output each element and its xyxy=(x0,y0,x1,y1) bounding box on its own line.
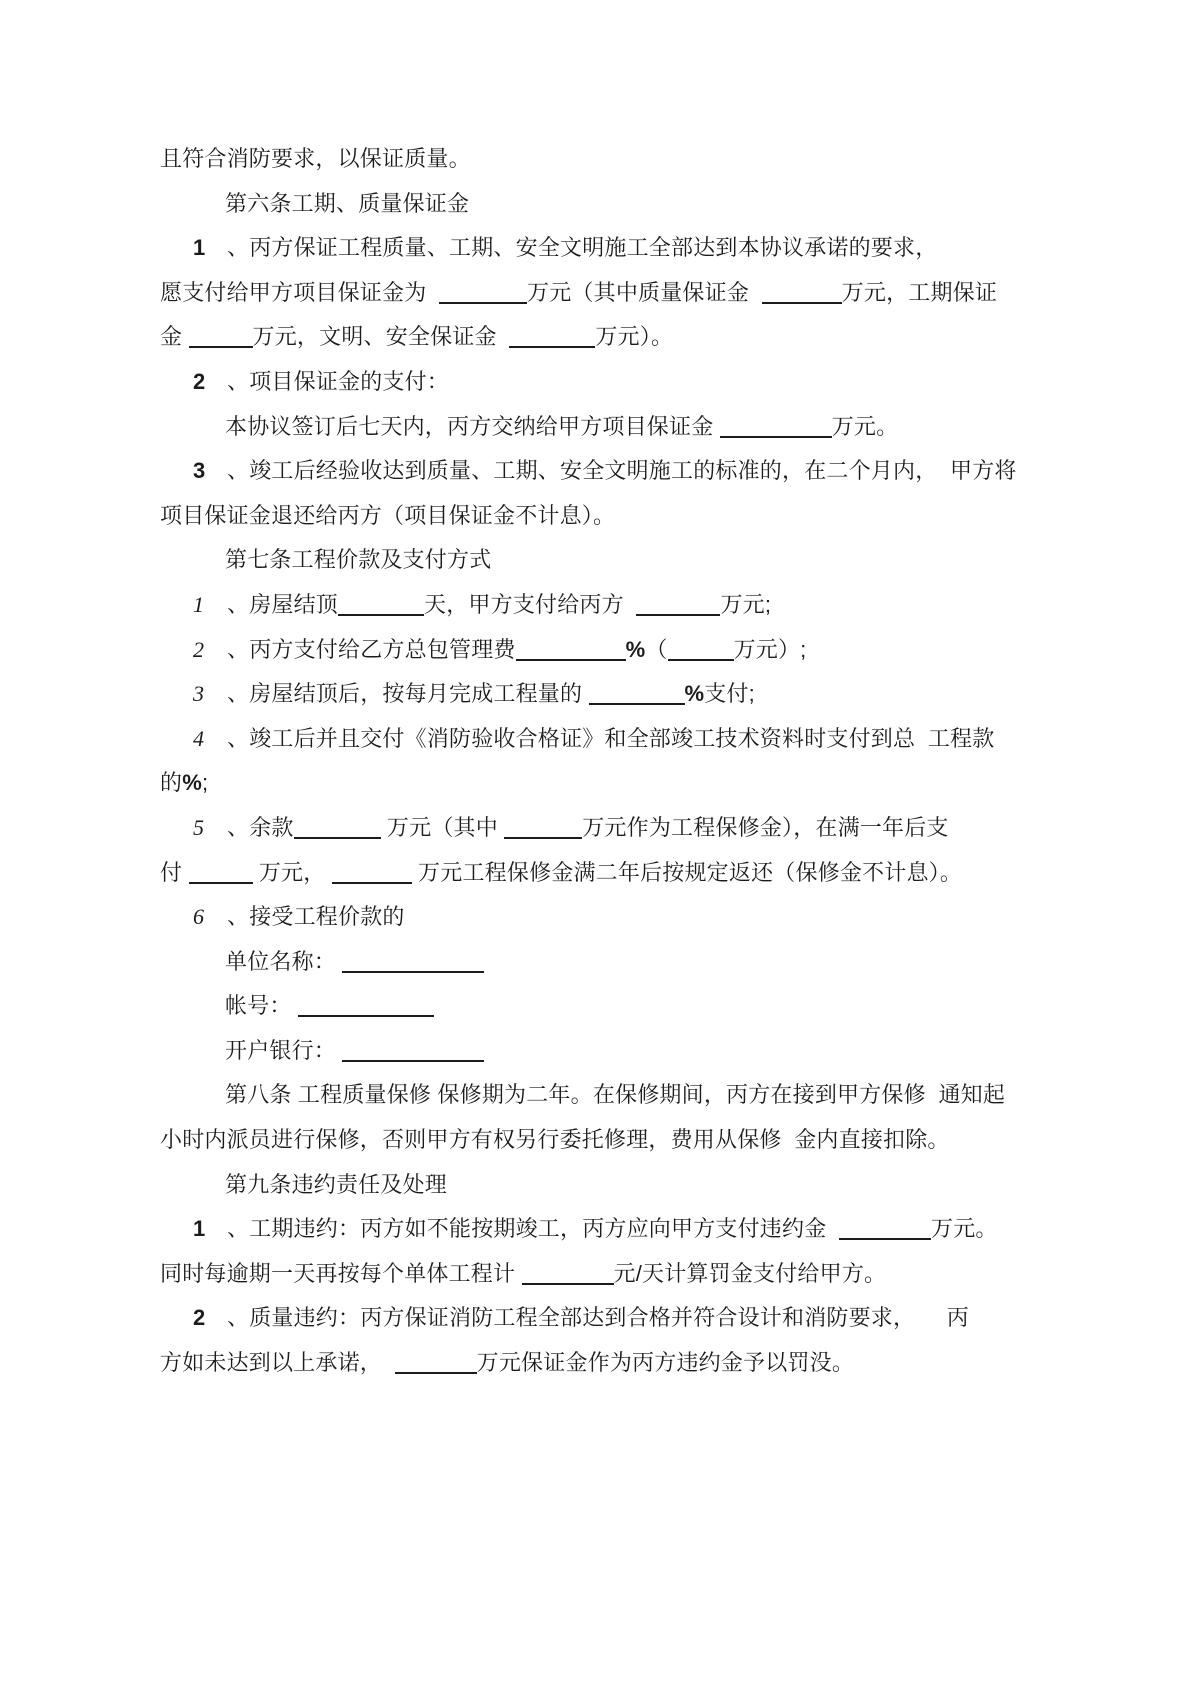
blank-field xyxy=(342,949,484,973)
text-segment: 本协议签订后七天内，丙方交纳给甲方项目保证金 xyxy=(225,413,720,439)
text-line xyxy=(160,1163,1060,1208)
text-segment: 万元，文明、安全保证金 xyxy=(252,324,510,350)
text-line xyxy=(160,1073,1060,1118)
blank-field xyxy=(332,860,412,884)
text-line xyxy=(160,895,1060,940)
text-segment: 万元保证金作为丙方违约金予以罚没。 xyxy=(476,1350,855,1376)
text-segment: 万元，工期保证 xyxy=(841,279,998,305)
text-segment: 付 xyxy=(160,859,189,885)
text-line xyxy=(160,717,1060,762)
text-line xyxy=(160,761,1060,806)
text-segment: 万元。 xyxy=(931,1216,998,1242)
text-segment: % xyxy=(625,636,646,662)
text-segment: （ xyxy=(645,636,668,662)
text-segment: 、质量违约：丙方保证消防工程全部达到合格并符合设计和消防要求， 丙 xyxy=(227,1305,969,1331)
item-number: 1 xyxy=(193,591,205,617)
text-line xyxy=(160,271,1060,316)
blank-field xyxy=(395,1350,477,1374)
text-segment: 万元）; xyxy=(733,636,807,662)
blank-field xyxy=(342,1038,484,1062)
text-segment: 第六条工期、质量保证金 xyxy=(225,190,470,216)
item-number: 3 xyxy=(193,681,205,707)
text-line xyxy=(160,984,1060,1029)
text-segment: 万元（其中 xyxy=(380,814,505,840)
text-segment: 同时每逾期一天再按每个单体工程计 xyxy=(160,1260,522,1286)
blank-field xyxy=(668,637,734,661)
text-segment: 愿支付给甲方项目保证金为 xyxy=(160,279,440,305)
item-number: 2 xyxy=(193,368,206,394)
item-number: 4 xyxy=(193,725,205,751)
text-segment: 、房屋结顶 xyxy=(227,591,339,617)
text-line xyxy=(160,1118,1060,1163)
text-segment: 、丙方支付给乙方总包管理费 xyxy=(227,636,516,662)
text-segment: 、竣工后并且交付《消防验收合格证》和全部竣工技术资料时支付到总 工程款 xyxy=(227,725,995,751)
text-segment: 、丙方保证工程质量、工期、安全文明施工全部达到本协议承诺的要求， xyxy=(227,235,938,261)
blank-field xyxy=(516,637,626,661)
item-number: 2 xyxy=(193,1305,206,1331)
text-segment: 项目保证金退还给丙方（项目保证金不计息）。 xyxy=(160,502,616,528)
item-number: 2 xyxy=(193,636,205,662)
text-segment: 帐号： xyxy=(225,993,298,1019)
text-segment: 万元。 xyxy=(831,413,899,439)
text-line xyxy=(160,628,1060,673)
item-number: 1 xyxy=(193,235,206,261)
text-line xyxy=(160,315,1060,360)
item-number: 5 xyxy=(193,814,205,840)
text-line xyxy=(160,182,1060,227)
blank-field xyxy=(189,324,253,348)
item-number: 1 xyxy=(193,1216,206,1242)
text-segment: 万元， xyxy=(252,859,332,885)
text-segment: 第八条 工程质量保修 保修期为二年。在保修期间，丙方在接到甲方保修 通知起 xyxy=(225,1082,1006,1108)
text-line xyxy=(160,538,1060,583)
item-number: 3 xyxy=(193,458,206,484)
blank-field xyxy=(338,592,424,616)
blank-field xyxy=(720,414,832,438)
blank-field xyxy=(298,993,434,1017)
blank-field xyxy=(294,815,381,839)
blank-field xyxy=(189,860,253,884)
text-line xyxy=(160,1296,1060,1341)
blank-field xyxy=(522,1261,614,1285)
blank-field xyxy=(762,280,842,304)
text-line xyxy=(160,806,1060,851)
text-segment: % xyxy=(684,681,705,707)
blank-field xyxy=(504,815,582,839)
text-line xyxy=(160,1341,1060,1386)
blank-field xyxy=(589,681,685,705)
item-number: 6 xyxy=(193,904,205,930)
text-segment: 元/天计算罚金支付给甲方。 xyxy=(613,1260,887,1286)
text-segment: 单位名称： xyxy=(225,948,343,974)
text-segment: 万元; xyxy=(720,591,772,617)
text-segment: % xyxy=(182,770,202,796)
text-segment: ; xyxy=(201,770,209,796)
text-segment: 万元）。 xyxy=(595,324,674,350)
blank-field xyxy=(839,1216,931,1240)
text-segment: 天，甲方支付给丙方 xyxy=(424,591,637,617)
text-line xyxy=(160,1252,1060,1297)
text-segment: 金 xyxy=(160,324,189,350)
text-segment: 、工期违约：丙方如不能按期竣工，丙方应向甲方支付违约金 xyxy=(227,1216,840,1242)
text-line xyxy=(160,494,1060,539)
text-line xyxy=(160,226,1060,271)
text-line xyxy=(160,1207,1060,1252)
blank-field xyxy=(636,592,720,616)
text-segment: 方如未达到以上承诺， xyxy=(160,1350,395,1376)
text-line xyxy=(160,583,1060,628)
text-line xyxy=(160,360,1060,405)
text-segment: 万元作为工程保修金），在满一年后支 xyxy=(582,814,949,840)
blank-field xyxy=(439,280,527,304)
text-segment: 第七条工程价款及支付方式 xyxy=(225,547,492,573)
text-line xyxy=(160,672,1060,717)
document-page xyxy=(160,137,1060,1386)
text-line xyxy=(160,940,1060,985)
blank-field xyxy=(509,324,595,348)
text-segment: 开户银行： xyxy=(225,1037,343,1063)
text-segment: 的 xyxy=(160,770,183,796)
text-segment: 万元（其中质量保证金 xyxy=(527,279,762,305)
text-segment: 支付; xyxy=(704,681,755,707)
text-segment: 且符合消防要求，以保证质量。 xyxy=(160,146,471,171)
text-line xyxy=(160,449,1060,494)
text-segment: 第九条违约责任及处理 xyxy=(225,1171,448,1197)
text-segment: 、房屋结顶后，按每月完成工程量的 xyxy=(227,681,589,707)
text-line xyxy=(160,1029,1060,1074)
text-segment: 小时内派员进行保修，否则甲方有权另行委托修理，费用从保修 金内直接扣除。 xyxy=(160,1127,950,1153)
text-line xyxy=(160,851,1060,896)
text-segment: 、竣工后经验收达到质量、工期、安全文明施工的标准的，在二个月内， 甲方将 xyxy=(227,458,1017,484)
text-segment: 、项目保证金的支付： xyxy=(227,368,450,394)
text-segment: 、余款 xyxy=(227,814,294,840)
text-segment: 万元工程保修金满二年后按规定返还（保修金不计息）。 xyxy=(411,859,963,885)
text-line xyxy=(160,405,1060,450)
text-segment: 、接受工程价款的 xyxy=(227,904,405,930)
text-line xyxy=(160,137,1060,182)
